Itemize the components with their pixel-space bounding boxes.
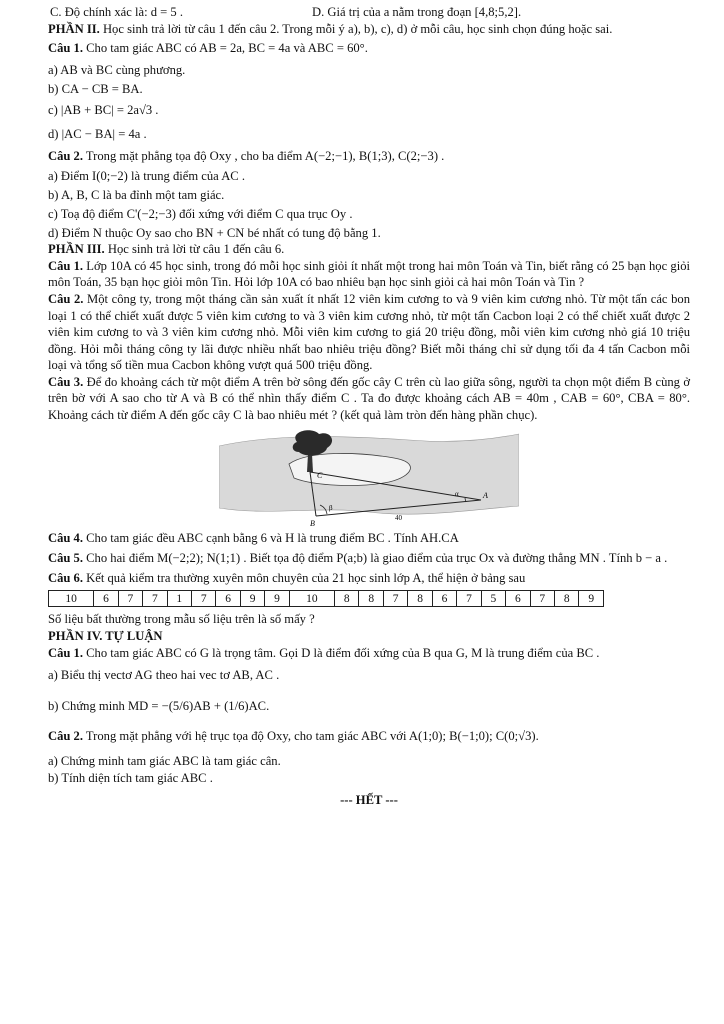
score-cell: 6 [94,591,118,607]
p2-q2-b: b) A, B, C là ba đỉnh một tam giác. [48,188,225,203]
p4-q1-b: b) Chứng minh MD = −(5/6)AB + (1/6)AC. [48,698,270,713]
part3-instruction: Học sinh trả lời từ câu 1 đến câu 6. [107,242,285,257]
score-cell: 9 [265,591,289,607]
score-cell: 6 [432,591,456,607]
score-cell: 7 [383,591,407,607]
p2-q2-label: Câu 2. [48,149,83,164]
p2-q1-label: Câu 1. [48,41,83,56]
score-row [49,591,604,607]
p2-q1-b: b) CA − CB = BA. [48,82,143,97]
part3-intro [48,241,690,258]
score-cell: 7 [530,591,554,607]
label-b: B [310,518,315,528]
p2-q2-stem-line [48,148,690,165]
p4-q2-label: Câu 2. [48,729,83,744]
part3-heading: PHẦN III. [48,242,105,257]
score-cell: 6 [506,591,530,607]
part2-heading: PHẦN II. [48,21,100,36]
score-cell: 8 [359,591,383,607]
p4-q2-a: a) Chứng minh tam giác ABC là tam giác cân. [48,754,281,768]
river-figure [48,428,690,528]
p2-q1-stem-line [48,40,690,57]
p2-q1-a: a) AB và BC cùng phương. [48,62,186,77]
end-marker: --- HẾT --- [340,793,398,808]
p3-q2-text: Một công ty, trong một tháng cần sản xuất ít nhất 12 viên kim cương to và 9 viên kim cương nhỏ. Từ một tấn các bon loại 1 có thể chiết xuất được 5 viên kim cương to và 3 viên kim cương nhỏ, từ một tấn Cacbon loại 2 có thể chiết xuất được 2 viên kim cương to và 3 viên kim cương nhỏ. Mỗi viên kim cương to giá 20 triệu đồng, mỗi viên kim cương nhỏ giá 10 triệu đồng. Hỏi mỗi tháng công ty lãi được nhiều nhất bao nhiêu triệu đồng? Biết mỗi tháng chỉ sử dụng tối đa 4 tấn Cacbon mỗi loại và tổng số tiền mua Cacbon không vượt quá 500 triệu đồng. [48,291,690,373]
score-cell: 7 [143,591,167,607]
tree-trunk [307,454,313,472]
part4-heading: PHẦN IV. TỰ LUẬN [48,629,163,644]
part2-intro [48,21,690,38]
p3-q2-label: Câu 2. [48,291,84,306]
header-options [48,4,690,21]
score-cell: 7 [118,591,142,607]
option-c: C. Độ chính xác là: d = 5 . [50,5,184,19]
p3-q4-text: Cho tam giác đều ABC cạnh bằng 6 và H là trung điểm BC . Tính AH.CA [86,530,459,545]
p3-q1 [48,258,690,291]
p3-q1-label: Câu 1. [48,258,84,273]
p3-q6-question: Số liệu bất thường trong mẫu số liệu trên là số mấy ? [48,612,315,627]
score-cell: 6 [216,591,240,607]
p3-q3-text: Để đo khoảng cách từ một điểm A trên bờ sông đến gốc cây C trên cù lao giữa sông, người ta chọn một điểm B cùng ở trên bờ với A sao cho từ A và B có thể nhìn thấy điểm C . Ta đo được khoảng cách AB = 40m , CAB = 60°, CBA = 80°. Khoảng cách từ điểm A đến gốc cây C là bao nhiêu mét ? (kết quả làm tròn đến hàng phần chục). [48,374,690,423]
p3-q4 [48,530,690,547]
p3-q5 [48,550,690,567]
p4-q1-label: Câu 1. [48,645,83,660]
p4-q2-stem: Trong mặt phẳng với hệ trục tọa độ Oxy, cho tam giác ABC với A(1;0); B(−1;0); C(0;√3). [85,729,539,744]
p4-q1 [48,645,690,662]
score-cell: 7 [192,591,216,607]
p2-q2-d: d) Điểm N thuộc Oy sao cho BN + CN bé nhất có tung độ bằng 1. [48,225,381,240]
p4-q1-a: a) Biểu thị vectơ AG theo hai vec tơ AB, AC . [48,668,280,683]
p2-q1-stem: Cho tam giác ABC có AB = 2a, BC = 4a và ABC = 60°. [86,41,368,56]
score-cell: 8 [335,591,359,607]
label-alpha: α [455,489,459,498]
p3-q1-text: Lớp 10A có 45 học sinh, trong đó mỗi học sinh giỏi ít nhất một trong hai môn Toán và Tin, biết rằng có 25 bạn học giỏi môn Toán, 35 bạn học giỏi môn Tin. Hỏi lớp 10A có bao nhiêu bạn học sinh giỏi cả hai môn Toán và Tin ? [48,258,690,290]
part2-instruction: Học sinh trả lời từ câu 1 đến câu 2. Trong mỗi ý a), b), c), d) ở mỗi câu, học sinh chọn đúng hoặc sai. [102,21,613,36]
score-cell: 8 [408,591,432,607]
score-cell: 10 [49,591,94,607]
p3-q6-text: Kết quả kiểm tra thường xuyên môn chuyên của 21 học sinh lớp A, thể hiện ở bảng sau [86,570,526,585]
label-a: A [483,490,488,500]
score-cell: 10 [289,591,334,607]
label-c: C [317,470,323,480]
score-cell: 9 [240,591,264,607]
score-cell: 1 [167,591,191,607]
p2-q1-d: d) |AC − BA| = 4a . [48,126,147,141]
p3-q5-text: Cho hai điểm M(−2;2); N(1;1) . Biết tọa độ điểm P(a;b) là giao điểm của trục Ox và đường thẳng MN . Tính b − a . [86,551,668,566]
score-cell: 8 [554,591,578,607]
score-table-wrap [48,590,690,607]
river-diagram [219,428,519,528]
p3-q3 [48,374,690,424]
score-table [48,590,604,607]
p4-q2 [48,728,690,745]
score-cell: 7 [457,591,481,607]
p3-q6-label: Câu 6. [48,570,83,585]
p3-q5-label: Câu 5. [48,551,83,566]
p4-q1-stem: Cho tam giác ABC có G là trọng tâm. Gọi D là điểm đối xứng của B qua G, M là trung điểm của BC . [86,645,600,660]
option-d: D. Giá trị của a nằm trong đoạn [4,8;5,2]. [312,5,522,19]
p4-q2-b: b) Tính diện tích tam giác ABC . [48,770,213,785]
p2-q2-a: a) Điểm I(0;−2) là trung điểm của AC . [48,168,246,183]
p3-q3-label: Câu 3. [48,374,84,389]
p3-q6 [48,570,690,587]
score-cell: 5 [481,591,505,607]
score-cell: 9 [579,591,604,607]
p3-q4-label: Câu 4. [48,530,83,545]
label-beta: β [329,503,333,512]
p2-q1-c: c) |AB + BC| = 2a√3 . [48,102,159,117]
label-40: 40 [395,513,402,522]
p2-q2-c: c) Toạ độ điểm C'(−2;−3) đối xứng với điểm C qua trục Oy . [48,206,353,221]
p2-q2-stem: Trong mặt phẳng tọa độ Oxy , cho ba điểm A(−2;−1), B(1;3), C(2;−3) . [85,149,445,164]
p3-q2 [48,291,690,374]
